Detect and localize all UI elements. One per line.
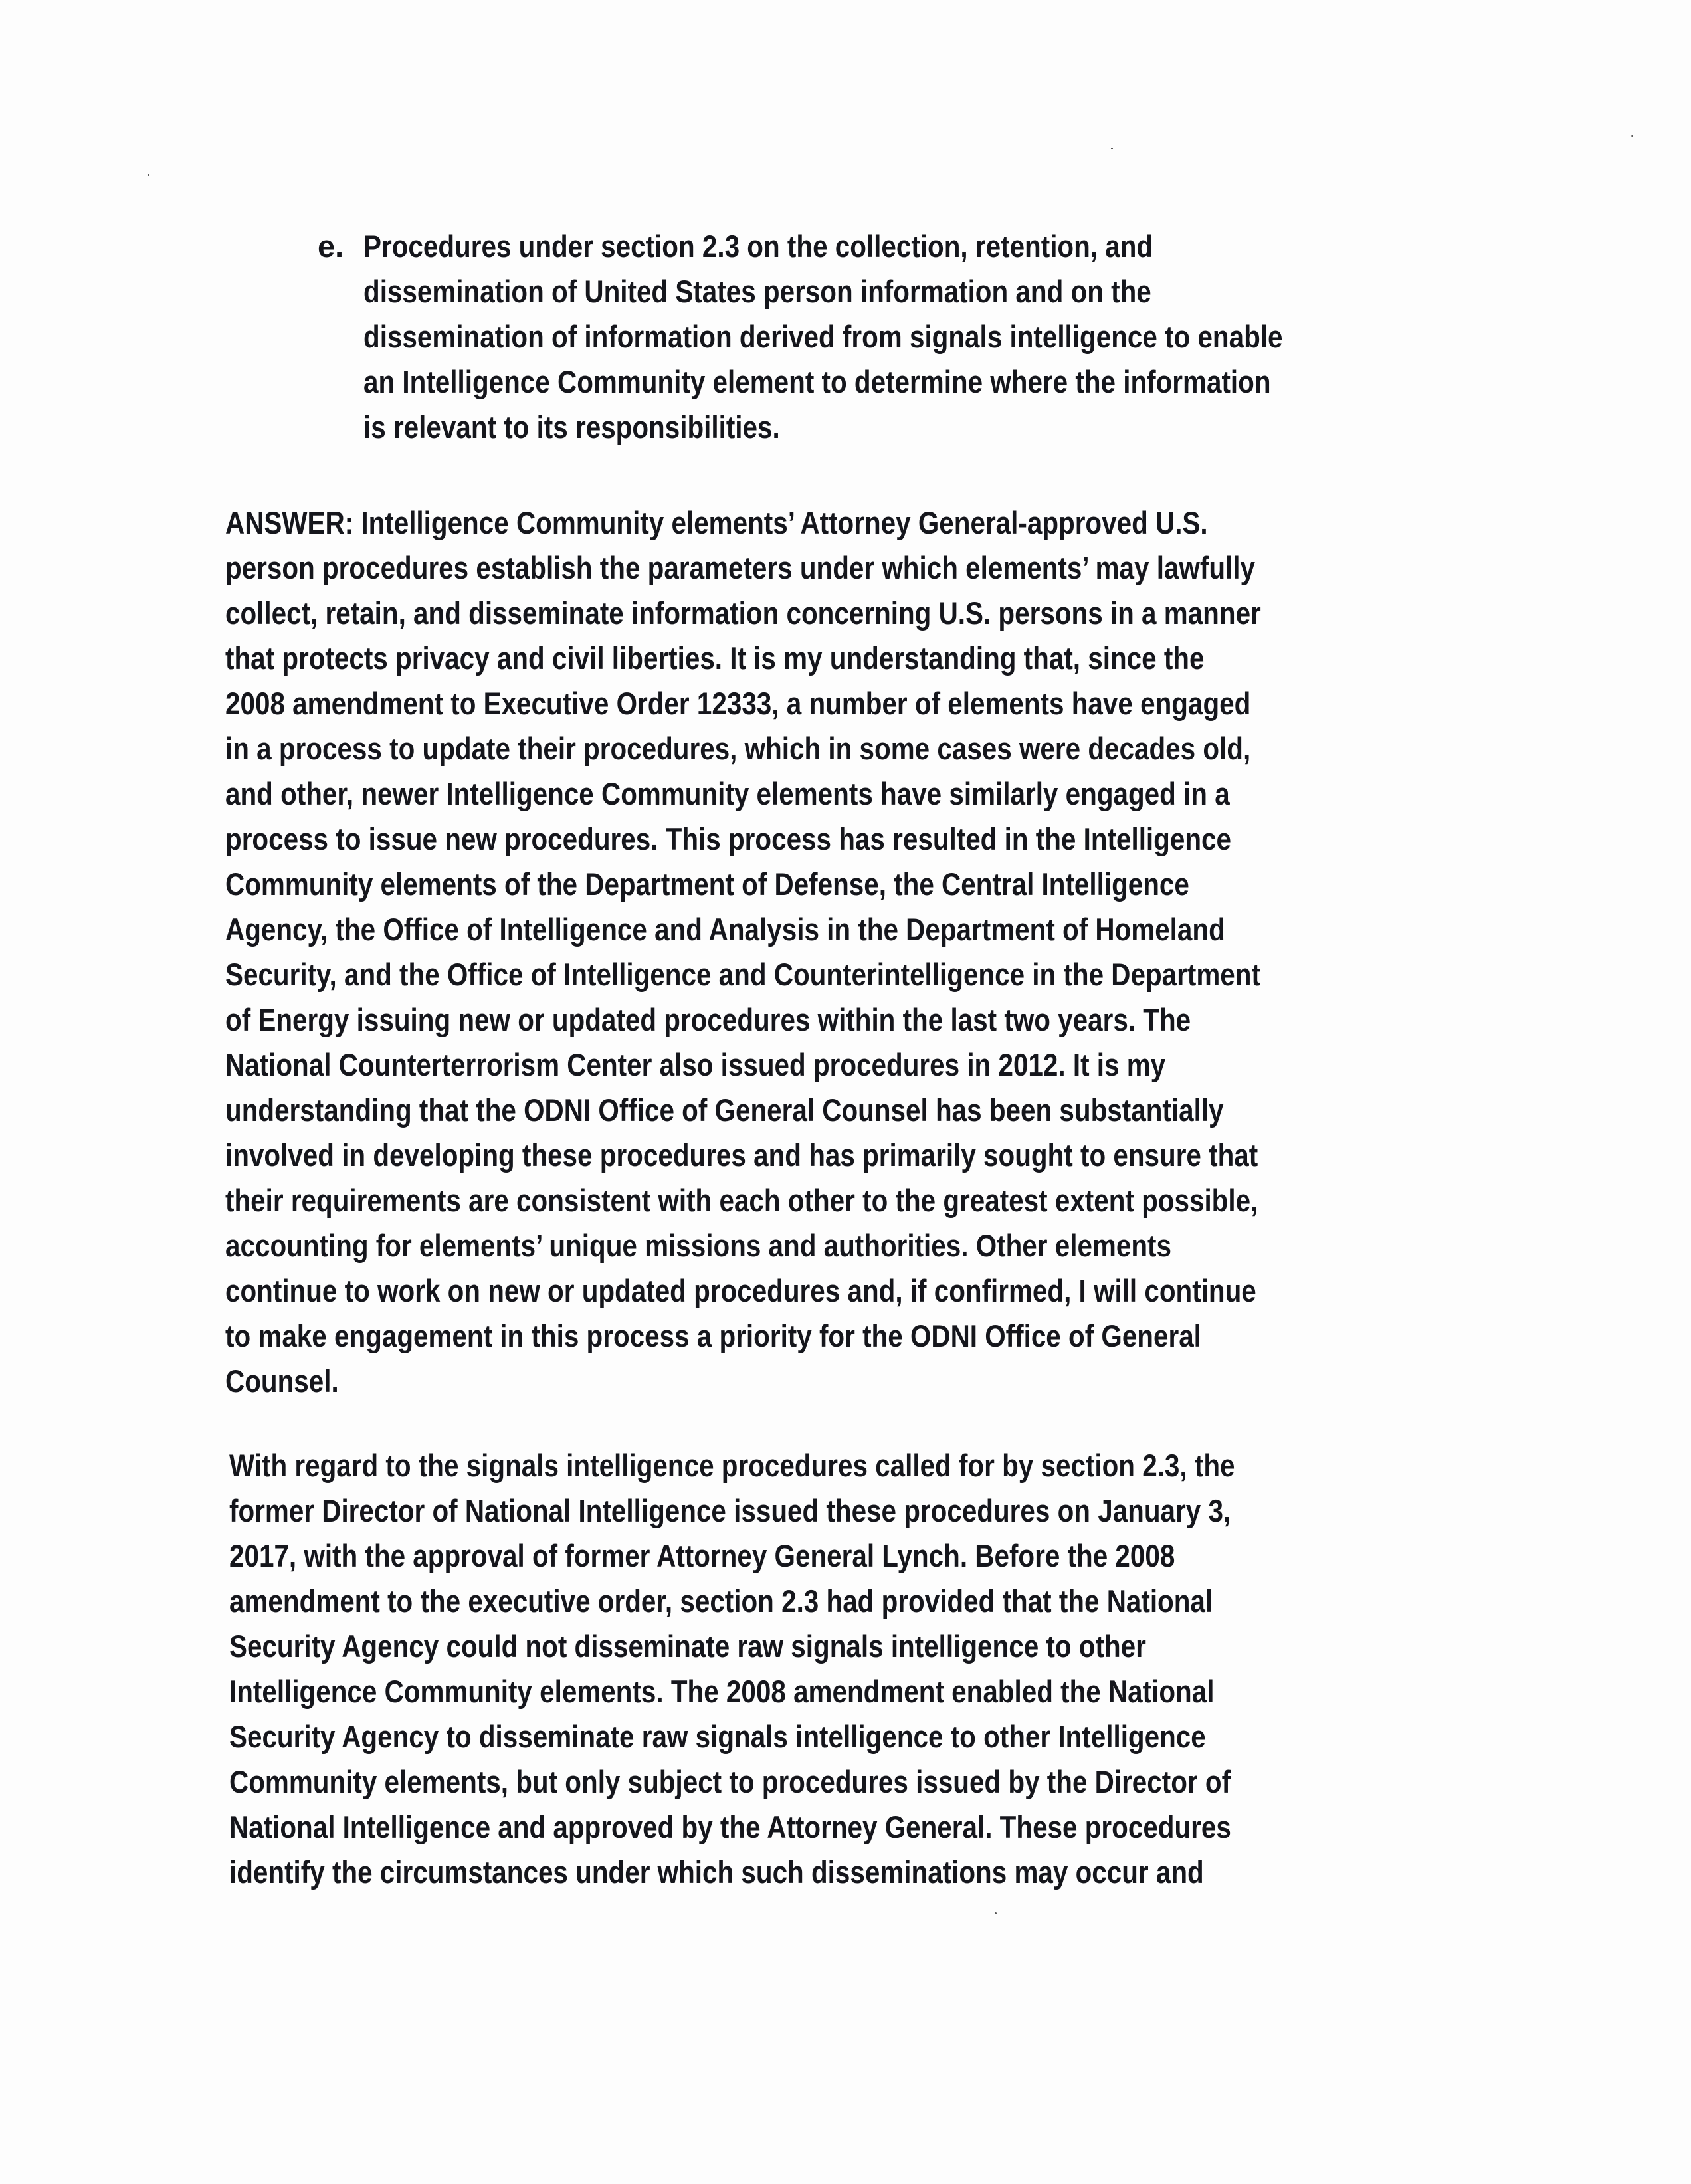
text-line: identify the circumstances under which such disseminations may occur and bbox=[229, 1854, 1204, 1890]
text-line: Security Agency could not disseminate raw signals intelligence to other bbox=[229, 1629, 1146, 1664]
text-line: National Counterterrorism Center also issued procedures in 2012. It is my bbox=[225, 1047, 1166, 1082]
text-line: person procedures establish the parameters under which elements’ may lawfully bbox=[225, 550, 1255, 585]
list-marker: e. bbox=[318, 229, 344, 264]
text-line: Community elements of the Department of Defense, the Central Intelligence bbox=[225, 866, 1189, 902]
text-line: With regard to the signals intelligence procedures called for by section 2.3, the bbox=[229, 1448, 1235, 1483]
text-line: Security, and the Office of Intelligence and Counterintelligence in the Department bbox=[225, 957, 1260, 992]
answer-label: ANSWER: bbox=[225, 505, 354, 540]
scan-speck bbox=[148, 174, 149, 176]
answer-first-line: Intelligence Community elements’ Attorney General-approved U.S. bbox=[353, 505, 1208, 540]
text-line: dissemination of United States person information and on the bbox=[363, 274, 1151, 309]
text-line: and other, newer Intelligence Community elements have similarly engaged in a bbox=[225, 776, 1230, 811]
text-line: in a process to update their procedures, which in some cases were decades old, bbox=[225, 731, 1251, 766]
text-line: Agency, the Office of Intelligence and Analysis in the Department of Homeland bbox=[225, 912, 1225, 947]
sigint-paragraph bbox=[229, 1443, 1399, 1895]
text-line: to make engagement in this process a priority for the ODNI Office of General bbox=[225, 1318, 1201, 1353]
scan-speck bbox=[1631, 135, 1633, 137]
text-line: dissemination of information derived from signals intelligence to enable bbox=[363, 319, 1283, 354]
text-line bbox=[225, 500, 1261, 546]
text-line: former Director of National Intelligence issued these procedures on January 3, bbox=[229, 1493, 1231, 1528]
text-line: Security Agency to disseminate raw signals intelligence to other Intelligence bbox=[229, 1719, 1206, 1754]
text-line: Community elements, but only subject to procedures issued by the Director of bbox=[229, 1764, 1231, 1799]
answer-paragraph bbox=[225, 500, 1430, 1404]
text-line: accounting for elements’ unique missions and authorities. Other elements bbox=[225, 1228, 1171, 1263]
text-line: 2008 amendment to Executive Order 12333, a number of elements have engaged bbox=[225, 686, 1251, 721]
text-line: Counsel. bbox=[225, 1363, 339, 1399]
text-line: process to issue new procedures. This process has resulted in the Intelligence bbox=[225, 821, 1231, 856]
text-line: their requirements are consistent with each other to the greatest extent possible, bbox=[225, 1183, 1258, 1218]
item-e-text bbox=[363, 224, 1433, 450]
text-line: is relevant to its responsibilities. bbox=[363, 409, 780, 445]
text-line: involved in developing these procedures and has primarily sought to ensure that bbox=[225, 1138, 1258, 1173]
text-line: an Intelligence Community element to determine where the information bbox=[363, 364, 1271, 399]
text-line: Procedures under section 2.3 on the collection, retention, and bbox=[363, 229, 1153, 264]
text-line: 2017, with the approval of former Attorney General Lynch. Before the 2008 bbox=[229, 1538, 1175, 1573]
text-line: amendment to the executive order, section 2.3 had provided that the National bbox=[229, 1583, 1213, 1619]
scan-speck bbox=[995, 1912, 997, 1914]
text-line: Intelligence Community elements. The 2008 amendment enabled the National bbox=[229, 1674, 1215, 1709]
text-line: National Intelligence and approved by the Attorney General. These procedures bbox=[229, 1809, 1231, 1844]
text-line: collect, retain, and disseminate information concerning U.S. persons in a manner bbox=[225, 595, 1261, 631]
text-line: understanding that the ODNI Office of General Counsel has been substantially bbox=[225, 1092, 1224, 1128]
scan-speck bbox=[1111, 148, 1113, 149]
text-line: continue to work on new or updated procedures and, if confirmed, I will continue bbox=[225, 1273, 1256, 1308]
text-line: that protects privacy and civil liberties. It is my understanding that, since the bbox=[225, 641, 1205, 676]
text-line: of Energy issuing new or updated procedures within the last two years. The bbox=[225, 1002, 1191, 1037]
